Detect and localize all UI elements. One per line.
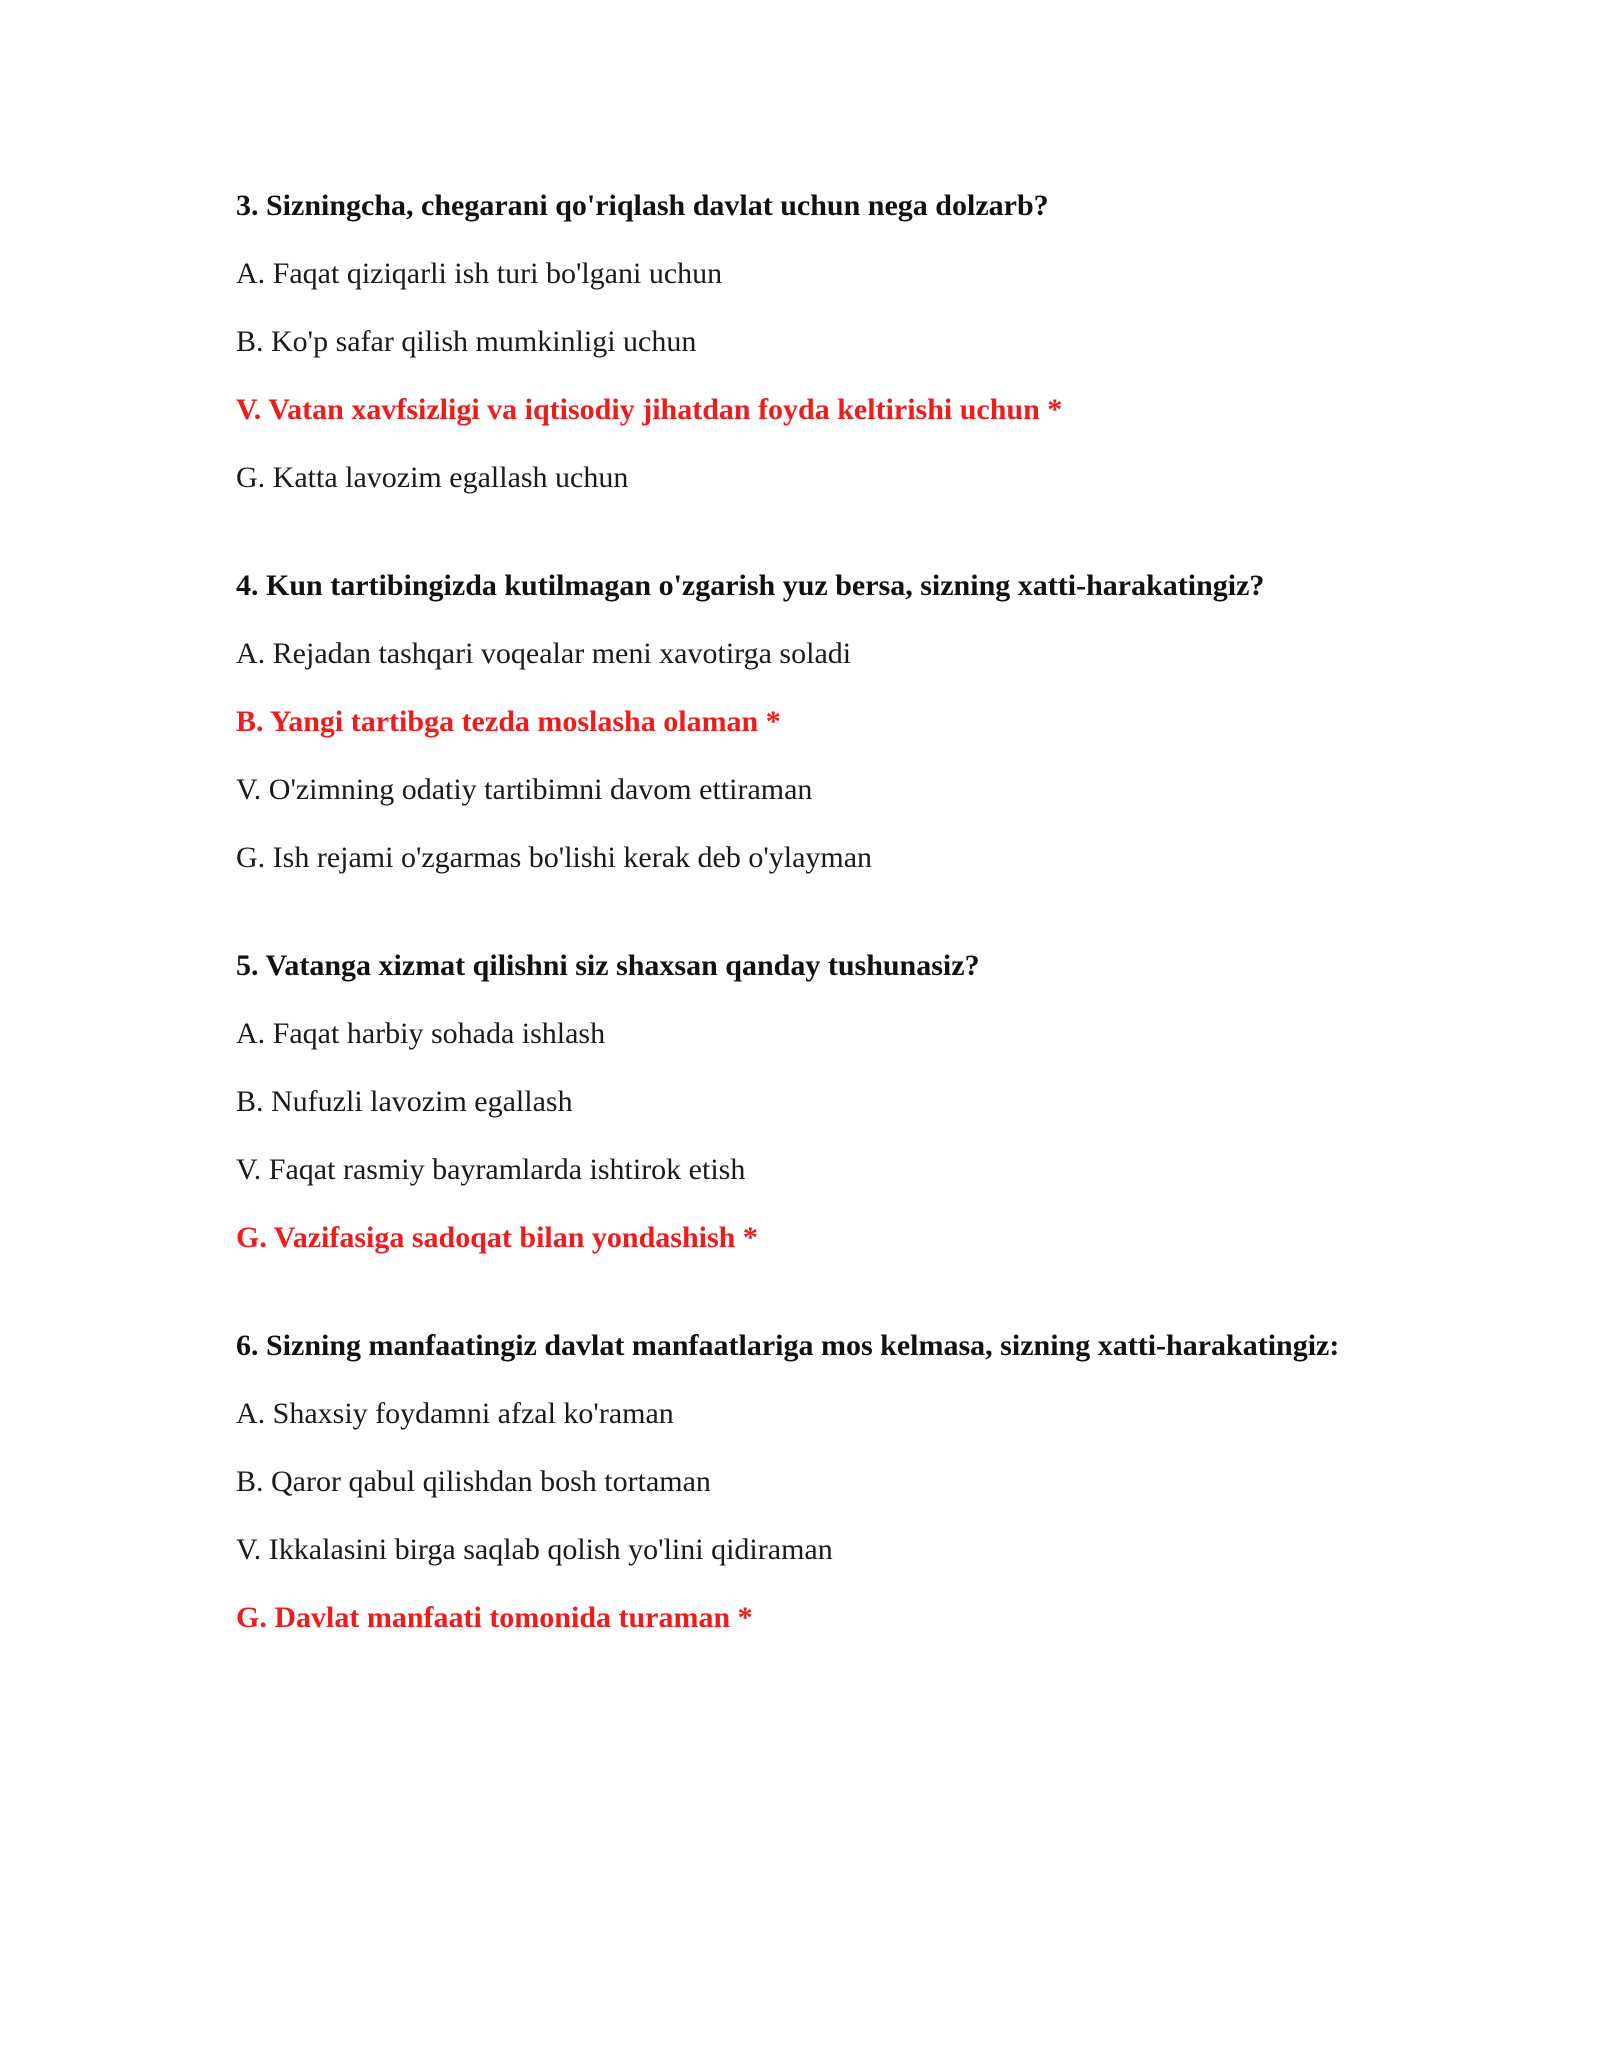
question-text: 4. Kun tartibingizda kutilmagan o'zgarish yuz bersa, sizning xatti-harakatingiz? — [236, 569, 1265, 602]
option-b-correct: B. Yangi tartibga tezda moslasha olaman * — [236, 705, 781, 738]
option-v: V. Faqat rasmiy bayramlarda ishtirok etish — [236, 1153, 746, 1186]
option-v: V. O'zimning odatiy tartibimni davom ettiraman — [236, 773, 813, 806]
option-b: B. Qaror qabul qilishdan bosh tortaman — [236, 1465, 711, 1498]
question-text: 5. Vatanga xizmat qilishni siz shaxsan qanday tushunasiz? — [236, 949, 980, 982]
question-3 — [236, 186, 1366, 498]
option-a: A. Faqat harbiy sohada ishlash — [236, 1017, 606, 1050]
question-4 — [236, 566, 1366, 878]
option-b: B. Nufuzli lavozim egallash — [236, 1085, 573, 1118]
option-b: B. Ko'p safar qilish mumkinligi uchun — [236, 325, 697, 358]
question-6 — [236, 1326, 1366, 1638]
option-g-correct: G. Vazifasiga sadoqat bilan yondashish * — [236, 1221, 758, 1254]
quiz-document — [236, 186, 1366, 1706]
question-text: 3. Sizningcha, chegarani qo'riqlash davlat uchun nega dolzarb? — [236, 189, 1049, 222]
option-a: A. Shaxsiy foydamni afzal ko'raman — [236, 1397, 674, 1430]
question-5 — [236, 946, 1366, 1258]
option-g-correct: G. Davlat manfaati tomonida turaman * — [236, 1601, 753, 1634]
option-v: V. Ikkalasini birga saqlab qolish yo'lini qidiraman — [236, 1533, 833, 1566]
option-a: A. Faqat qiziqarli ish turi bo'lgani uchun — [236, 257, 723, 290]
option-g: G. Katta lavozim egallash uchun — [236, 461, 629, 494]
option-a: A. Rejadan tashqari voqealar meni xavotirga soladi — [236, 637, 852, 670]
question-text: 6. Sizning manfaatingiz davlat manfaatlariga mos kelmasa, sizning xatti-harakatingiz: — [236, 1329, 1340, 1362]
option-v-correct: V. Vatan xavfsizligi va iqtisodiy jihatdan foyda keltirishi uchun * — [236, 393, 1063, 426]
option-g: G. Ish rejami o'zgarmas bo'lishi kerak deb o'ylayman — [236, 841, 873, 874]
